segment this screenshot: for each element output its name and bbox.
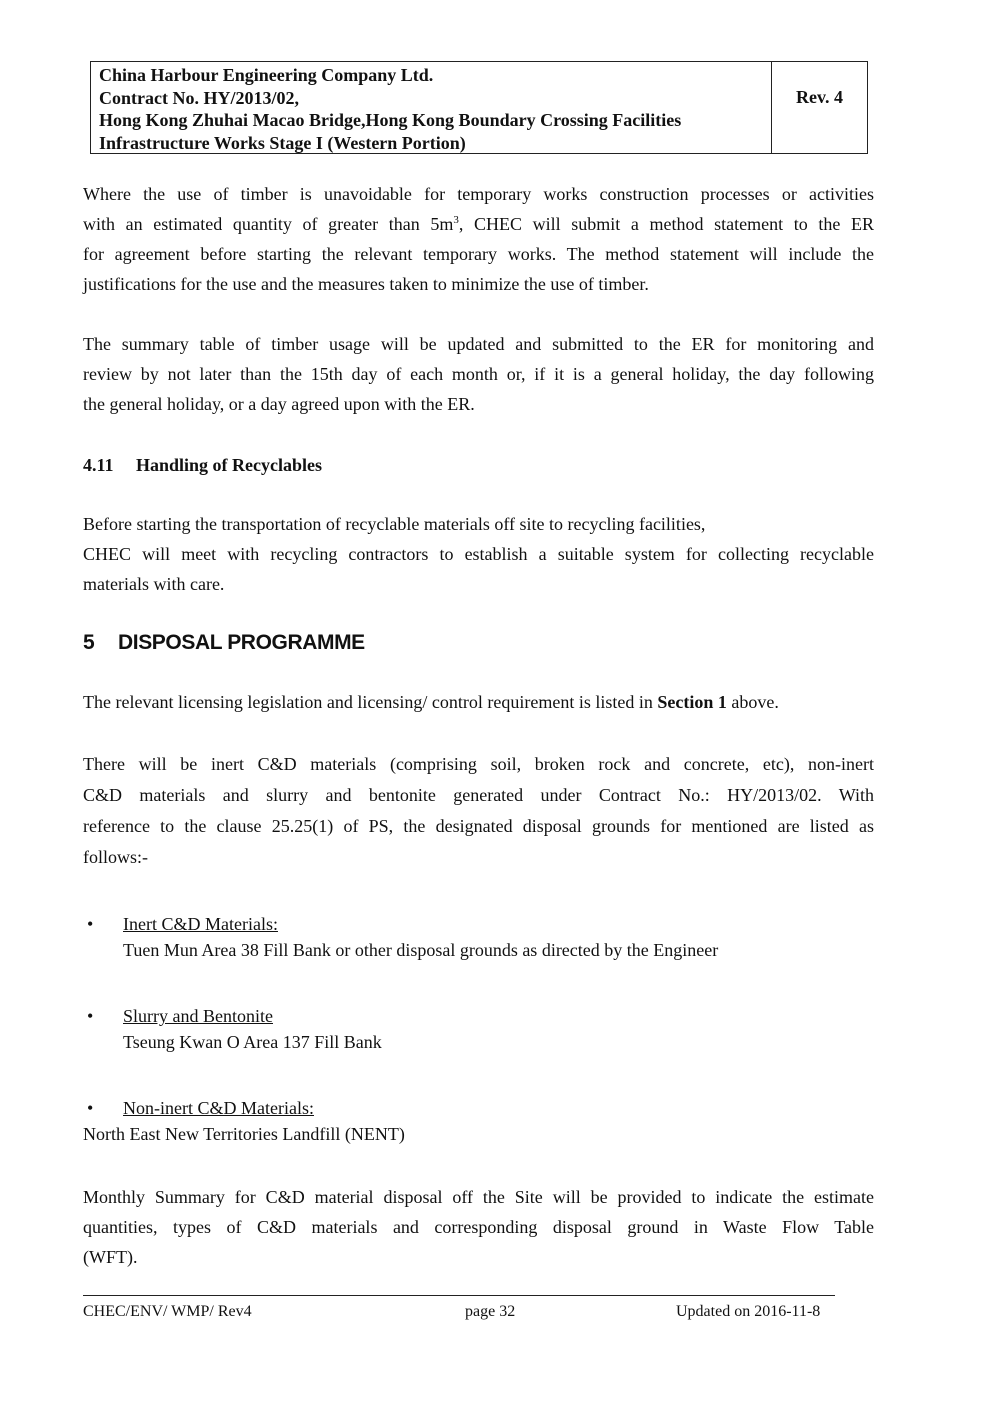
- bullet-text: Tuen Mun Area 38 Fill Bank or other disposal grounds as directed by the Engineer: [123, 940, 719, 960]
- bullet-inert-materials: [83, 911, 718, 963]
- bullet-icon: •: [87, 1098, 94, 1118]
- monthly-line-1: Monthly Summary for C&D material disposal off the Site will be provided to indicate the estimate: [83, 1187, 874, 1207]
- monthly-line-3: (WFT).: [83, 1247, 138, 1267]
- timber-line-4: justifications for the use and the measures taken to minimize the use of timber.: [83, 274, 649, 294]
- monthly-summary-paragraph: [83, 1182, 874, 1272]
- bullet-icon: •: [87, 1006, 94, 1026]
- materials-paragraph: [83, 749, 874, 873]
- subsection-number: 4.11: [83, 455, 114, 475]
- recyclables-line-3: materials with care.: [83, 574, 225, 594]
- section-number: 5: [83, 631, 95, 654]
- header-revision: Rev. 4: [796, 87, 843, 107]
- summary-line-1: The summary table of timber usage will be updated and submitted to the ER for monitoring and: [83, 334, 874, 354]
- summary-paragraph: [83, 329, 874, 419]
- materials-line-3: reference to the clause 25.25(1) of PS, the designated disposal grounds for mentioned are listed as: [83, 816, 874, 836]
- timber-line-3: for agreement before starting the relevant temporary works. The method statement will include the: [83, 244, 874, 264]
- section-title: DISPOSAL PROGRAMME: [118, 631, 365, 654]
- materials-line-2: C&D materials and slurry and bentonite generated under Contract No.: HY/2013/02. With: [83, 785, 874, 805]
- timber-line-1: Where the use of timber is unavoidable for temporary works construction processes or activities: [83, 184, 874, 204]
- bullet-title: Slurry and Bentonite: [123, 1006, 273, 1026]
- header-stage: Infrastructure Works Stage I (Western Portion): [99, 132, 466, 153]
- bullet-icon: •: [87, 914, 94, 934]
- header-contract: Contract No. HY/2013/02,: [99, 87, 299, 108]
- header-revision-cell: [772, 62, 867, 153]
- superscript-3: 3: [453, 214, 459, 226]
- monthly-line-2: quantities, types of C&D materials and corresponding disposal ground in Waste Flow Table: [83, 1217, 874, 1237]
- timber-line-2: with an estimated quantity of greater than $5m^3$, CHEC will submit a method statement to the ER: [83, 214, 875, 234]
- summary-line-3: the general holiday, or a day agreed upon with the ER.: [83, 394, 475, 414]
- summary-line-2: review by not later than the 15th day of each month or, if it is a general holiday, the day following: [83, 364, 874, 384]
- bullet-text: Tseung Kwan O Area 137 Fill Bank: [123, 1032, 382, 1052]
- bullet-non-inert-materials: [83, 1095, 405, 1147]
- header-project-info: [91, 62, 772, 153]
- footer-divider: [83, 1295, 835, 1296]
- section-heading: [83, 630, 365, 656]
- recyclables-paragraph: [83, 509, 874, 599]
- footer-page-number: page 32: [465, 1303, 516, 1320]
- header-company: China Harbour Engineering Company Ltd.: [99, 65, 434, 85]
- licensing-line: The relevant licensing legislation and licensing/ control requirement is listed in Section 1 above.: [83, 692, 779, 712]
- subsection-title: Handling of Recyclables: [136, 455, 323, 475]
- bullet-slurry-bentonite: [83, 1003, 382, 1055]
- bullet-text: North East New Territories Landfill (NENT): [83, 1124, 405, 1144]
- footer-updated-date: Updated on 2016-11-8: [676, 1303, 821, 1320]
- materials-line-4: follows:-: [83, 847, 148, 867]
- recyclables-line-1: Before starting the transportation of recyclable materials off site to recycling facilities,: [83, 514, 706, 534]
- materials-line-1: There will be inert C&D materials (comprising soil, broken rock and concrete, etc), non-inert: [83, 754, 874, 774]
- section-reference: Section 1: [657, 692, 727, 712]
- header-project: Hong Kong Zhuhai Macao Bridge,Hong Kong Boundary Crossing Facilities: [99, 110, 682, 130]
- document-header: [90, 61, 868, 154]
- recyclables-line-2: CHEC will meet with recycling contractors to establish a suitable system for collecting recyclable: [83, 544, 874, 564]
- timber-paragraph: [83, 179, 874, 299]
- bullet-title: Inert C&D Materials:: [123, 914, 278, 934]
- licensing-paragraph: [83, 687, 874, 717]
- footer-doc-ref: CHEC/ENV/ WMP/ Rev4: [83, 1303, 252, 1320]
- subsection-heading: [83, 454, 322, 476]
- bullet-title: Non-inert C&D Materials:: [123, 1098, 314, 1118]
